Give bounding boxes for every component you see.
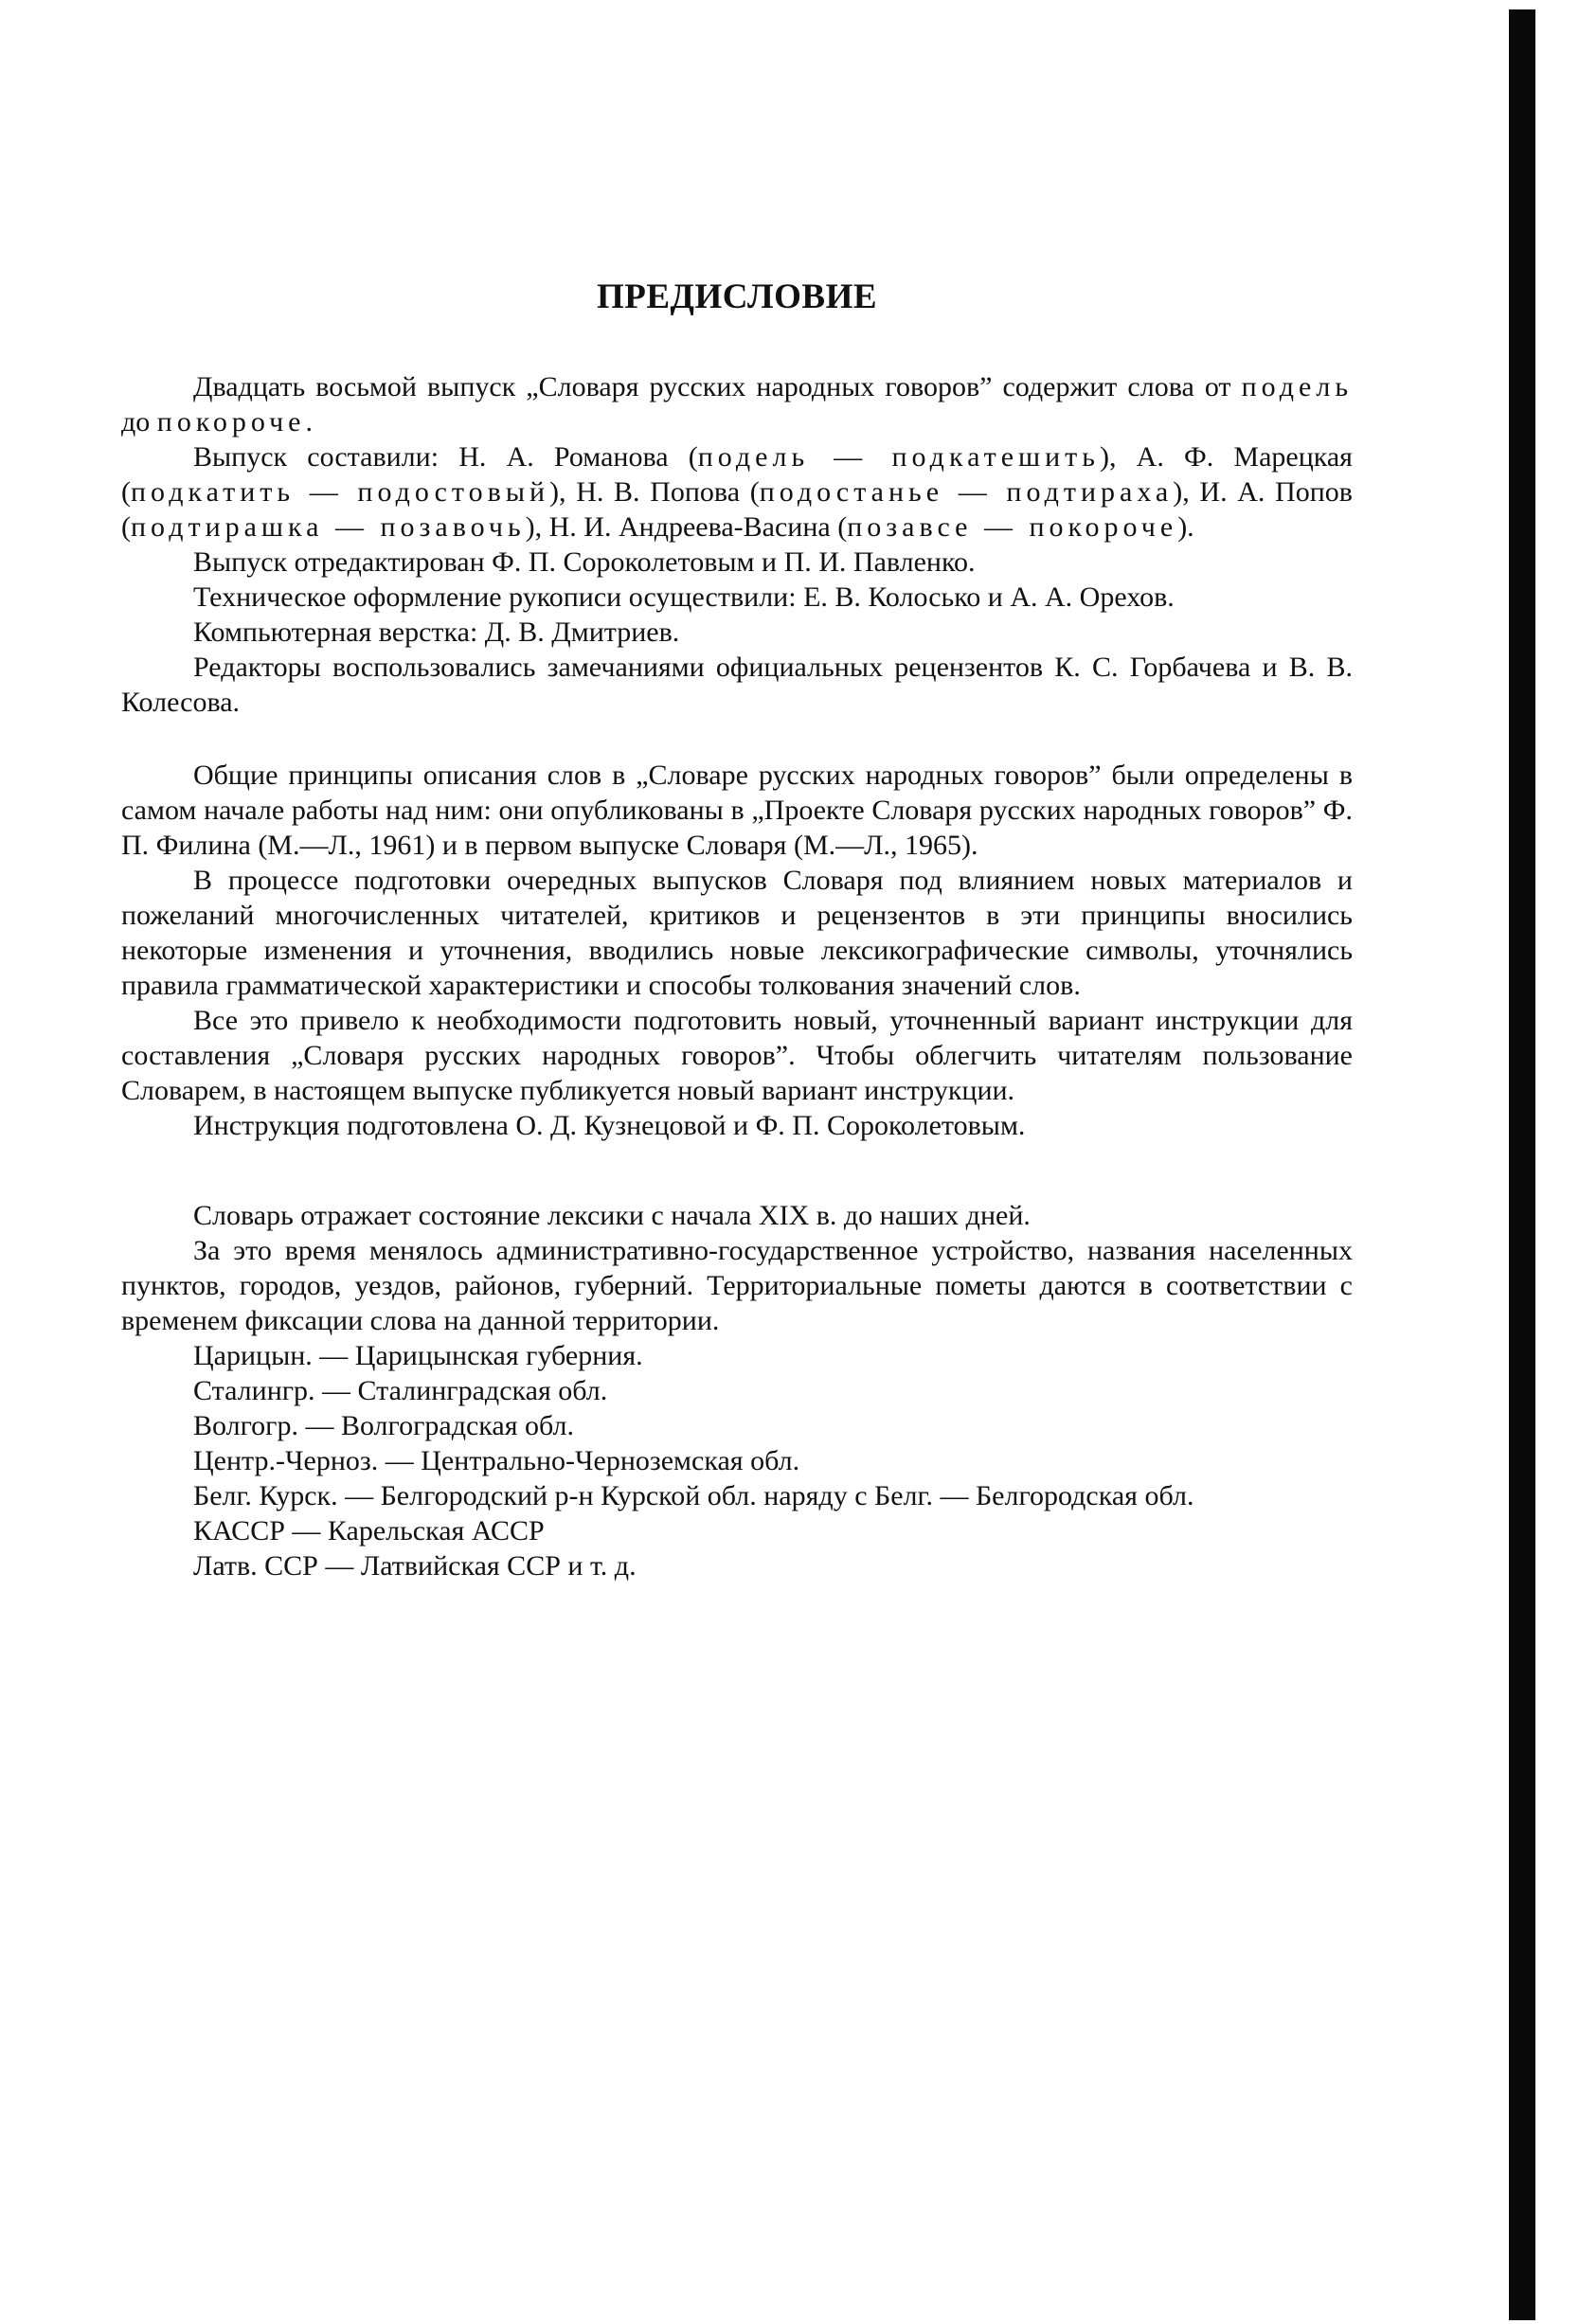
paragraph-instruction-authors: Инструкция подготовлена О. Д. Кузнецовой и Ф. П. Сороколетовым. <box>193 1110 1026 1141</box>
paragraph-territorial-marks: За это время менялось административно-государственное устройство, названия населенных пунктов, городов, уездов, районов, губерний. Территориальные пометы даются в соответствии с временем фиксации слова на данной территории. <box>121 1235 1353 1336</box>
page-title: ПРЕДИСЛОВИЕ <box>596 277 878 316</box>
list-item: Волгогр. — Волгоградская обл. <box>193 1410 575 1441</box>
list-item: Латв. ССР — Латвийская ССР и т. д. <box>193 1550 637 1582</box>
paragraph-editors: Выпуск отредактирован Ф. П. Сороколетовым и П. И. Павленко. <box>193 546 976 578</box>
section-gap <box>121 720 1353 758</box>
document-page <box>121 275 1353 1583</box>
scan-edge-bar <box>1509 9 1535 2320</box>
paragraph-reviewers: Редакторы воспользовались замечаниями официальных рецензентов К. С. Горбачева и В. В. Колесова. <box>121 652 1353 718</box>
list-item: Белг. Курск. — Белгородский р-н Курской обл. наряду с Белг. — Белгородская обл. <box>193 1480 1194 1511</box>
paragraph-issue-contents: Двадцать восьмой выпуск „Словаря русских народных говоров” содержит слова от подель до покороче. <box>121 371 1353 438</box>
paragraph-technical: Техническое оформление рукописи осуществили: Е. В. Колосько и А. А. Орехов. <box>193 581 1175 613</box>
paragraph-compilers: Выпуск составили: Н. А. Романова (подель — подкатешить), А. Ф. Марецкая (подкатить — подостовый), Н. В. Попова (подостанье — подтираха), И. А. Попов (подтирашка — позавочь), Н. И. Андреева-Васина (позавсе — покороче). <box>121 441 1353 543</box>
list-item: Сталингр. — Сталинградская обл. <box>193 1375 608 1406</box>
list-item: КАССР — Карельская АССР <box>193 1515 545 1546</box>
paragraph-new-instruction: Все это привело к необходимости подготовить новый, уточненный вариант инструкции для составления „Словаря русских народных говоров”. Чтобы облегчить читателям пользование Словарем, в настоящем выпуске публикуется новый вариант инструкции. <box>121 1005 1353 1106</box>
paragraph-principles: Общие принципы описания слов в „Словаре русских народных говоров” были определены в самом начале работы над ним: они опубликованы в „Проекте Словаря русских народных говоров” Ф. П. Филина (М.—Л., 1961) и в первом выпуске Словаря (М.—Л., 1965). <box>121 760 1353 861</box>
list-item: Царицын. — Царицынская губерния. <box>193 1340 643 1371</box>
list-item: Центр.-Черноз. — Центрально-Черноземская обл. <box>193 1445 800 1476</box>
paragraph-lexicon-period: Словарь отражает состояние лексики с начала XIX в. до наших дней. <box>193 1200 1031 1231</box>
paragraph-process: В процессе подготовки очередных выпусков Словаря под влиянием новых материалов и пожеланий многочисленных читателей, критиков и рецензентов в эти принципы вносились некоторые изменения и уточнения, вводились новые лексикографические символы, уточнялись правила грамматической характеристики и способы толкования значений слов. <box>121 865 1353 1001</box>
paragraph-layout: Компьютерная верстка: Д. В. Дмитриев. <box>193 617 680 648</box>
section-gap <box>121 1143 1353 1198</box>
